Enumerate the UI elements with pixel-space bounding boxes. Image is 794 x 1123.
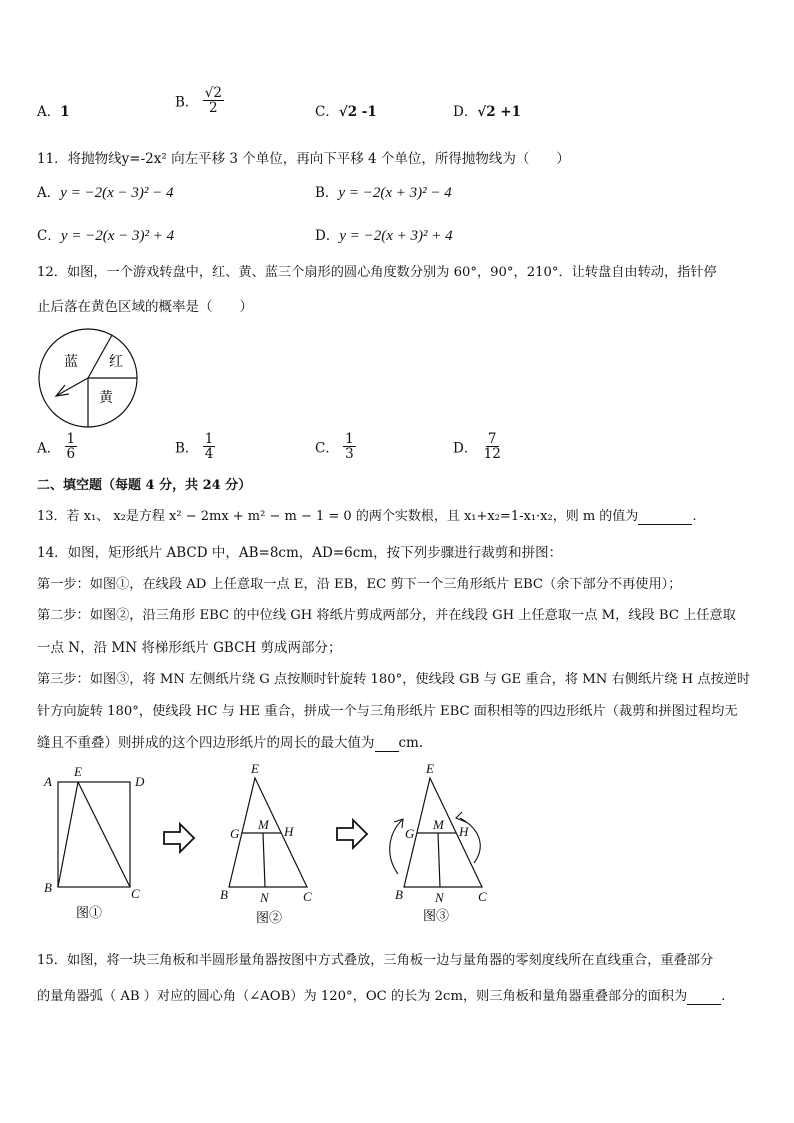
- fig1-label-e: E: [74, 764, 82, 779]
- fig1-label-c: C: [131, 886, 140, 901]
- fig3-label-g: G: [405, 826, 415, 841]
- q12-option-a-fraction: $\frac{1}{6}$: [66, 431, 76, 463]
- q12-stem-line1: 12．如图，一个游戏转盘中，红、黄、蓝三个扇形的圆心角度数分别为 60°，90°，210°．让转盘自由转动，指针停: [37, 265, 717, 280]
- fig-arrow-1: [164, 824, 194, 852]
- q11-option-d: D．y = −2(x + 3)² + 4: [315, 228, 453, 244]
- q13: 13．若 x₁、 x₂是方程 x² − 2mx + m² − m − 1 = 0 的两个实数根，且 x₁+x₂=1-x₁·x₂，则 m 的值为 .: [37, 509, 697, 524]
- q11-option-a: A．y = −2(x − 3)² − 4: [37, 185, 174, 201]
- fig3-label-h: H: [459, 824, 469, 839]
- q12-option-d-fraction: $\frac{7}{12}$: [483, 431, 501, 463]
- q10-option-d: D．√2 +1: [453, 104, 521, 120]
- fig3-caption: 图③: [423, 908, 450, 923]
- q14-line4: 一点 N，沿 MN 将梯形纸片 GBCH 剪成两部分；: [37, 640, 342, 656]
- fig1-caption: 图①: [76, 905, 103, 920]
- q15-line2: 的量角器弧（ AB ）对应的圆心角（∠AOB）为 120°，OC 的长为 2cm，则三角板和量角器重叠部分的面积为 .: [37, 989, 726, 1004]
- fig2-label-b: B: [220, 887, 228, 902]
- q14-line2: 第一步：如图①，在线段 AD 上任意取一点 E，沿 EB，EC 剪下一个三角形纸片 EBC（余下部分不再使用）；: [37, 577, 682, 592]
- q15-line1: 15．如图，将一块三角板和半圆形量角器按图中方式叠放，三角板一边与量角器的零刻度线所在直线重合，重叠部分: [37, 953, 714, 968]
- fig2-label-e: E: [251, 761, 259, 776]
- q10-option-b-fraction: $\frac{√2}{2}$: [204, 85, 222, 117]
- fig1-label-b: B: [44, 880, 52, 895]
- fig3-label-m: M: [433, 817, 444, 832]
- spinner-pointer-arrowhead: [56, 385, 69, 396]
- fig3-label-n: N: [435, 890, 444, 905]
- fig2-label-h: H: [284, 824, 294, 839]
- q14-line5: 第三步：如图③，将 MN 左侧纸片绕 G 点按顺时针旋转 180°，使线段 GB 与 GE 重合，将 MN 右侧纸片绕 H 点按逆时: [37, 672, 751, 687]
- spinner-label-yellow: 黄: [99, 391, 113, 406]
- q12-option-b-fraction: $\frac{1}{4}$: [204, 431, 214, 463]
- q12-option-c-fraction: $\frac{1}{3}$: [345, 431, 354, 463]
- q11-option-b: B．y = −2(x + 3)² − 4: [315, 185, 452, 201]
- fig3-label-e: E: [426, 761, 434, 776]
- q10-option-c: C．√2 -1: [315, 104, 377, 120]
- fig2-caption: 图②: [256, 910, 283, 925]
- spinner-label-blue: 蓝: [64, 355, 78, 370]
- spinner-pointer: [56, 378, 88, 396]
- fig1-label-d: D: [135, 774, 145, 789]
- q15-answer-blank[interactable]: [687, 989, 721, 1005]
- q13-answer-blank[interactable]: [638, 509, 692, 525]
- q14-line7: 缝且不重叠）则拼成的这个四边形纸片的周长的最大值为 cm.: [37, 735, 424, 751]
- fig1-label-a: A: [44, 774, 52, 789]
- spinner-figure: [36, 326, 142, 430]
- fig3-label-b: B: [395, 887, 403, 902]
- fig2-segment-mn: [263, 833, 265, 887]
- q14-answer-blank[interactable]: [375, 735, 399, 752]
- fig2-label-m: M: [258, 817, 269, 832]
- fig1-segment-eb: [58, 782, 78, 887]
- q10-option-b: B． $\frac{√2}{2}$: [175, 85, 222, 117]
- fig3-segment-mn: [438, 833, 440, 887]
- q12-option-c: C． $\frac{1}{3}$: [315, 431, 354, 463]
- q12-option-d: D． $\frac{7}{12}$: [453, 431, 501, 463]
- q14-line3: 第二步：如图②，沿三角形 EBC 的中位线 GH 将纸片剪成两部分，并在线段 GH 上任意取一点 M，线段 BC 上任意取: [37, 608, 736, 623]
- fig2-label-g: G: [230, 826, 240, 841]
- q14-line1: 14．如图，矩形纸片 ABCD 中，AB=8cm，AD=6cm，按下列步骤进行裁剪和拼图：: [37, 545, 563, 561]
- fig3-label-c: C: [478, 889, 487, 904]
- spinner-label-red: 红: [109, 355, 123, 370]
- q12-option-a: A． $\frac{1}{6}$: [37, 431, 76, 463]
- fig2-label-n: N: [260, 890, 269, 905]
- section-heading-fill-in: 二、填空题（每题 4 分，共 24 分）: [37, 478, 252, 493]
- q10-option-a: A．1: [37, 104, 70, 120]
- fig1-rectangle-abcd: [58, 782, 130, 887]
- fig3-rotation-arc-left: [390, 820, 402, 874]
- fig2-label-c: C: [303, 889, 312, 904]
- fig-arrow-2: [337, 820, 367, 848]
- q14-line6: 针方向旋转 180°，使线段 HC 与 HE 重合，拼成一个与三角形纸片 EBC 面积相等的四边形纸片（裁剪和拼图过程均无: [37, 704, 738, 719]
- q12-option-b: B． $\frac{1}{4}$: [175, 431, 214, 463]
- fig1-segment-ec: [78, 782, 130, 887]
- q12-stem-line2: 止后落在黄色区域的概率是（ ）: [37, 299, 253, 315]
- q14-figures: [30, 756, 510, 928]
- q11-stem: 11．将抛物线y=-2x² 向左平移 3 个单位，再向下平移 4 个单位，所得抛物线为（ ）: [37, 151, 570, 167]
- q11-option-c: C．y = −2(x − 3)² + 4: [37, 228, 175, 244]
